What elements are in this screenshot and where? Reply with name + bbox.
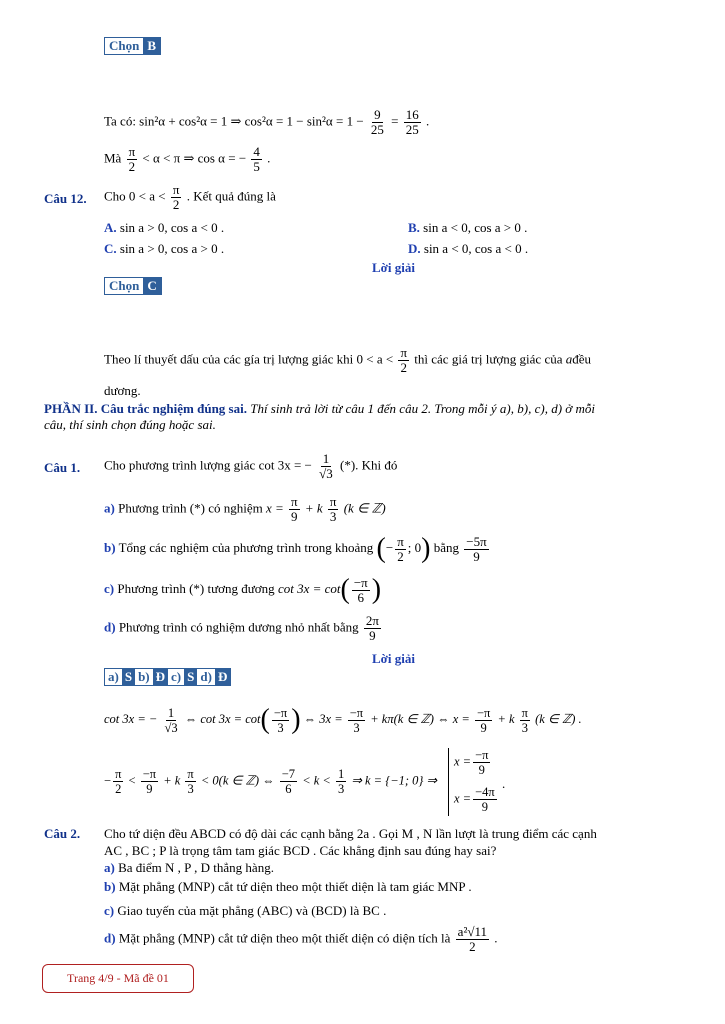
- statement-key: b): [104, 539, 116, 555]
- c1-statement-d: [104, 614, 383, 643]
- den: 6: [357, 589, 365, 605]
- paren: (: [260, 704, 270, 735]
- tf-key: a): [105, 669, 122, 685]
- option-text: sin a > 0, cos a < 0 .: [119, 220, 225, 235]
- den: 2: [172, 197, 180, 212]
- den: √3: [319, 466, 333, 481]
- c1-stem-pre: Cho phương trình lượng giác cot 3x = −: [104, 457, 312, 473]
- option-key: C.: [104, 241, 117, 256]
- c2-statement-d: [104, 925, 498, 954]
- den: 2: [469, 939, 476, 954]
- c1-solution-line1: [104, 704, 582, 736]
- q12-sol-post: thì các giá trị lượng giác của: [414, 351, 563, 367]
- fraction: [475, 706, 492, 735]
- fraction: [473, 748, 490, 777]
- fraction: [348, 706, 365, 735]
- fraction: [369, 108, 386, 137]
- math: cot 3x = −: [104, 711, 158, 726]
- math: −: [104, 773, 112, 788]
- option-c[interactable]: [104, 241, 224, 257]
- statement-text: Tổng các nghiệm của phương trình trong khoảng: [118, 539, 374, 555]
- den: 9: [480, 720, 487, 735]
- c2-statement-c: [104, 903, 386, 919]
- tf-value: S: [122, 669, 135, 685]
- den: 5: [253, 159, 260, 174]
- num: −5π: [466, 533, 487, 549]
- q12-sol-pre: Theo lí thuyết dấu của các gía trị lượng giác khi 0 < a <: [104, 351, 394, 367]
- num: π: [172, 182, 180, 197]
- num: −π: [142, 767, 157, 781]
- num: −π: [273, 705, 288, 720]
- fraction: [364, 614, 381, 643]
- solution-heading: Lời giải: [372, 260, 415, 275]
- option-a[interactable]: [104, 220, 224, 236]
- tf-key: c): [168, 669, 184, 685]
- statement-text: Mặt phẳng (MNP) cắt tứ diện theo một thiết diện có diện tích là: [118, 930, 451, 946]
- q12-solution-line1: [104, 346, 591, 375]
- q12-stem-post: . Kết quả đúng là: [186, 188, 276, 204]
- fraction: [317, 452, 335, 481]
- answer-label: Chọn: [105, 38, 143, 54]
- period: .: [502, 776, 506, 791]
- math: ⇔ 3x =: [303, 711, 343, 726]
- statement-key: c): [104, 903, 115, 918]
- math: + k: [163, 773, 181, 788]
- option-key: A.: [104, 220, 117, 235]
- num: a²√11: [457, 924, 487, 939]
- statement-key: b): [104, 879, 116, 894]
- math: + k: [304, 500, 323, 516]
- fraction: [251, 145, 262, 174]
- num: π: [329, 494, 337, 509]
- num: −π: [475, 748, 489, 762]
- q11-solution-line1: [104, 108, 429, 137]
- math: x =: [265, 500, 284, 516]
- statement-text: bằng: [433, 539, 460, 555]
- part2-desc2: câu, thí sinh chọn đúng hoặc sai.: [44, 417, 216, 432]
- den: 9: [146, 782, 153, 796]
- num: 9: [374, 107, 381, 122]
- paren: ): [291, 704, 301, 735]
- den: 2: [397, 548, 404, 564]
- option-key: D.: [408, 241, 421, 256]
- num: 1: [167, 705, 175, 720]
- question-label: Câu 12.: [44, 191, 87, 206]
- part2-desc1: Thí sinh trả lời từ câu 1 đến câu 2. Trong mỗi ý a), b), c), d) ở mỗi: [250, 401, 595, 416]
- statement-key: c): [104, 580, 115, 596]
- math: ⇒ k = {−1; 0} ⇒: [351, 773, 438, 788]
- den: 2: [115, 782, 122, 796]
- statement-key: d): [104, 930, 116, 946]
- solution-heading: Lời giải: [372, 651, 415, 666]
- math: cot 3x = cot: [277, 580, 341, 596]
- answer-label: Chọn: [105, 278, 143, 294]
- solution-root-1: [454, 748, 492, 777]
- c1-statement-b: [104, 533, 491, 565]
- den: 3: [353, 720, 360, 735]
- tf-key: d): [197, 669, 215, 685]
- option-b[interactable]: [408, 220, 527, 236]
- solution-root-2: [454, 785, 499, 814]
- period: .: [267, 150, 271, 166]
- num: 4: [253, 144, 260, 159]
- statement-text: Mặt phẳng (MNP) cắt tứ diện theo một thiết diện là tam giác MNP .: [118, 879, 472, 894]
- math: + k: [497, 711, 515, 726]
- math: <: [128, 773, 136, 788]
- question-label: Câu 2.: [44, 826, 81, 841]
- num: π: [400, 345, 408, 360]
- c1-stem: [104, 452, 397, 481]
- den: 6: [285, 782, 292, 796]
- period: .: [494, 930, 498, 946]
- answer-letter: C: [143, 278, 160, 294]
- c1-statement-a: [104, 495, 386, 524]
- c1-statement-c: [104, 574, 381, 606]
- den: 9: [478, 763, 485, 777]
- q12-solution-line2: dương.: [104, 383, 141, 398]
- num: −4π: [475, 785, 495, 799]
- option-text: sin a < 0, cos a > 0 .: [423, 220, 528, 235]
- solution-bracket: [448, 748, 449, 816]
- tf-value: Đ: [153, 669, 168, 685]
- statement-text: Phương trình (*) có nghiệm: [118, 500, 263, 516]
- den: 3: [521, 720, 528, 735]
- option-d[interactable]: [408, 241, 528, 257]
- c2-stem-line1: Cho tứ diện đều ABCD có độ dài các cạnh bằng 2a . Gọi M , N lần lượt là trung điểm các cạnh: [104, 826, 597, 841]
- num: π: [128, 144, 136, 159]
- fraction: [456, 925, 489, 954]
- den: 3: [277, 720, 284, 735]
- period: .: [426, 113, 430, 129]
- true-false-answers: [104, 668, 231, 686]
- math: < 0(k ∈ ℤ) ⇔: [200, 773, 275, 788]
- num: 1: [337, 767, 345, 781]
- den: 25: [370, 122, 384, 137]
- c2-statement-a: [104, 860, 274, 876]
- math: (k ∈ ℤ): [343, 500, 386, 516]
- q11-sol-text: Ta có: sin²α + cos²α = 1 ⇒ cos²α = 1 − sin²α = 1 −: [104, 113, 364, 129]
- question-label: Câu 1.: [44, 460, 81, 475]
- c2-statement-b: [104, 879, 472, 895]
- eq: =: [391, 113, 399, 129]
- fraction: [395, 535, 406, 564]
- fraction: [280, 767, 297, 796]
- fraction: [113, 767, 123, 796]
- answer-box-b: [104, 37, 161, 55]
- q12-stem: [104, 183, 276, 212]
- page-footer: Trang 4/9 - Mã đề 01: [42, 964, 194, 993]
- option-key: B.: [408, 220, 420, 235]
- den: 2: [128, 159, 136, 174]
- den: 9: [473, 548, 480, 564]
- q11-solution-line2: [104, 145, 270, 174]
- tf-value: S: [184, 669, 197, 685]
- fraction: [473, 785, 497, 814]
- tf-value: Đ: [215, 669, 230, 685]
- paren: (: [340, 574, 350, 605]
- fraction: [404, 108, 421, 137]
- fraction: [328, 495, 339, 524]
- option-text: sin a > 0, cos a > 0 .: [119, 241, 225, 256]
- num: −7: [281, 767, 296, 781]
- math: < k <: [302, 773, 331, 788]
- part2-heading: [44, 401, 595, 417]
- num: π: [521, 705, 528, 720]
- statement-text: Phương trình có nghiệm dương nhỏ nhất bằng: [118, 619, 359, 635]
- fraction: [520, 706, 530, 735]
- num: 16: [405, 107, 419, 122]
- statement-text: Giao tuyến của mặt phẳng (ABC) và (BCD) là BC .: [117, 903, 387, 918]
- num: π: [291, 494, 298, 509]
- den: 3: [329, 509, 337, 524]
- answer-box-c: [104, 277, 162, 295]
- den: √3: [164, 720, 178, 735]
- fraction: [127, 145, 138, 174]
- math: (k ∈ ℤ) .: [535, 711, 582, 726]
- math: ; 0: [407, 539, 422, 555]
- num: −π: [476, 705, 491, 720]
- statement-key: a): [104, 860, 115, 875]
- c2-stem-line2: AC , BC ; P là trọng tâm tam giác BCD . Các khẳng định sau đúng hay sai?: [104, 843, 497, 858]
- part2-title: PHẦN II. Câu trắc nghiệm đúng sai.: [44, 401, 247, 416]
- q12-stem-pre: Cho 0 < a <: [104, 188, 166, 204]
- paren: ): [371, 574, 382, 605]
- den: 3: [187, 782, 194, 796]
- fraction: [185, 767, 195, 796]
- den: 9: [291, 509, 298, 524]
- den: 9: [369, 628, 376, 643]
- den: 3: [337, 782, 345, 796]
- statement-text: Ba điểm N , P , D thẳng hàng.: [118, 860, 274, 875]
- paren: (: [376, 533, 386, 564]
- fraction: [398, 346, 409, 375]
- var-a: a: [565, 351, 573, 367]
- fraction: [272, 706, 289, 735]
- math: −: [385, 539, 394, 555]
- den: 9: [481, 800, 489, 814]
- num: π: [397, 533, 404, 549]
- math: + kπ(k ∈ ℤ) ⇔ x =: [370, 711, 470, 726]
- fraction: [289, 495, 300, 524]
- fraction: [141, 767, 158, 796]
- statement-key: d): [104, 619, 116, 635]
- ma-text: Mà: [104, 150, 122, 166]
- paren: ): [421, 533, 431, 564]
- num: π: [187, 767, 194, 781]
- answer-letter: B: [143, 38, 160, 54]
- den: 25: [405, 122, 419, 137]
- fraction: [171, 183, 182, 212]
- den: 2: [400, 360, 407, 375]
- fraction: [336, 767, 346, 796]
- option-text: sin a < 0, cos a < 0 .: [423, 241, 529, 256]
- num: 2π: [365, 613, 379, 628]
- num: π: [115, 767, 122, 781]
- num: −π: [353, 574, 368, 590]
- fraction: [464, 535, 488, 564]
- math: ⇔ cot 3x = cot: [184, 711, 261, 726]
- num: −π: [349, 705, 364, 720]
- q11-sol-mid: < α < π ⇒ cos α = −: [142, 150, 247, 166]
- statement-text: Phương trình (*) tương đương: [117, 580, 275, 596]
- tf-key: b): [135, 669, 153, 685]
- fraction: [162, 706, 179, 735]
- deu-text: đều: [572, 351, 592, 367]
- num: 1: [322, 451, 330, 466]
- fraction: [352, 576, 370, 605]
- math: x =: [454, 754, 472, 769]
- c1-solution-line2: [104, 767, 437, 796]
- statement-key: a): [104, 500, 115, 516]
- c1-stem-post: (*). Khi đó: [340, 457, 398, 473]
- math: x =: [454, 791, 472, 806]
